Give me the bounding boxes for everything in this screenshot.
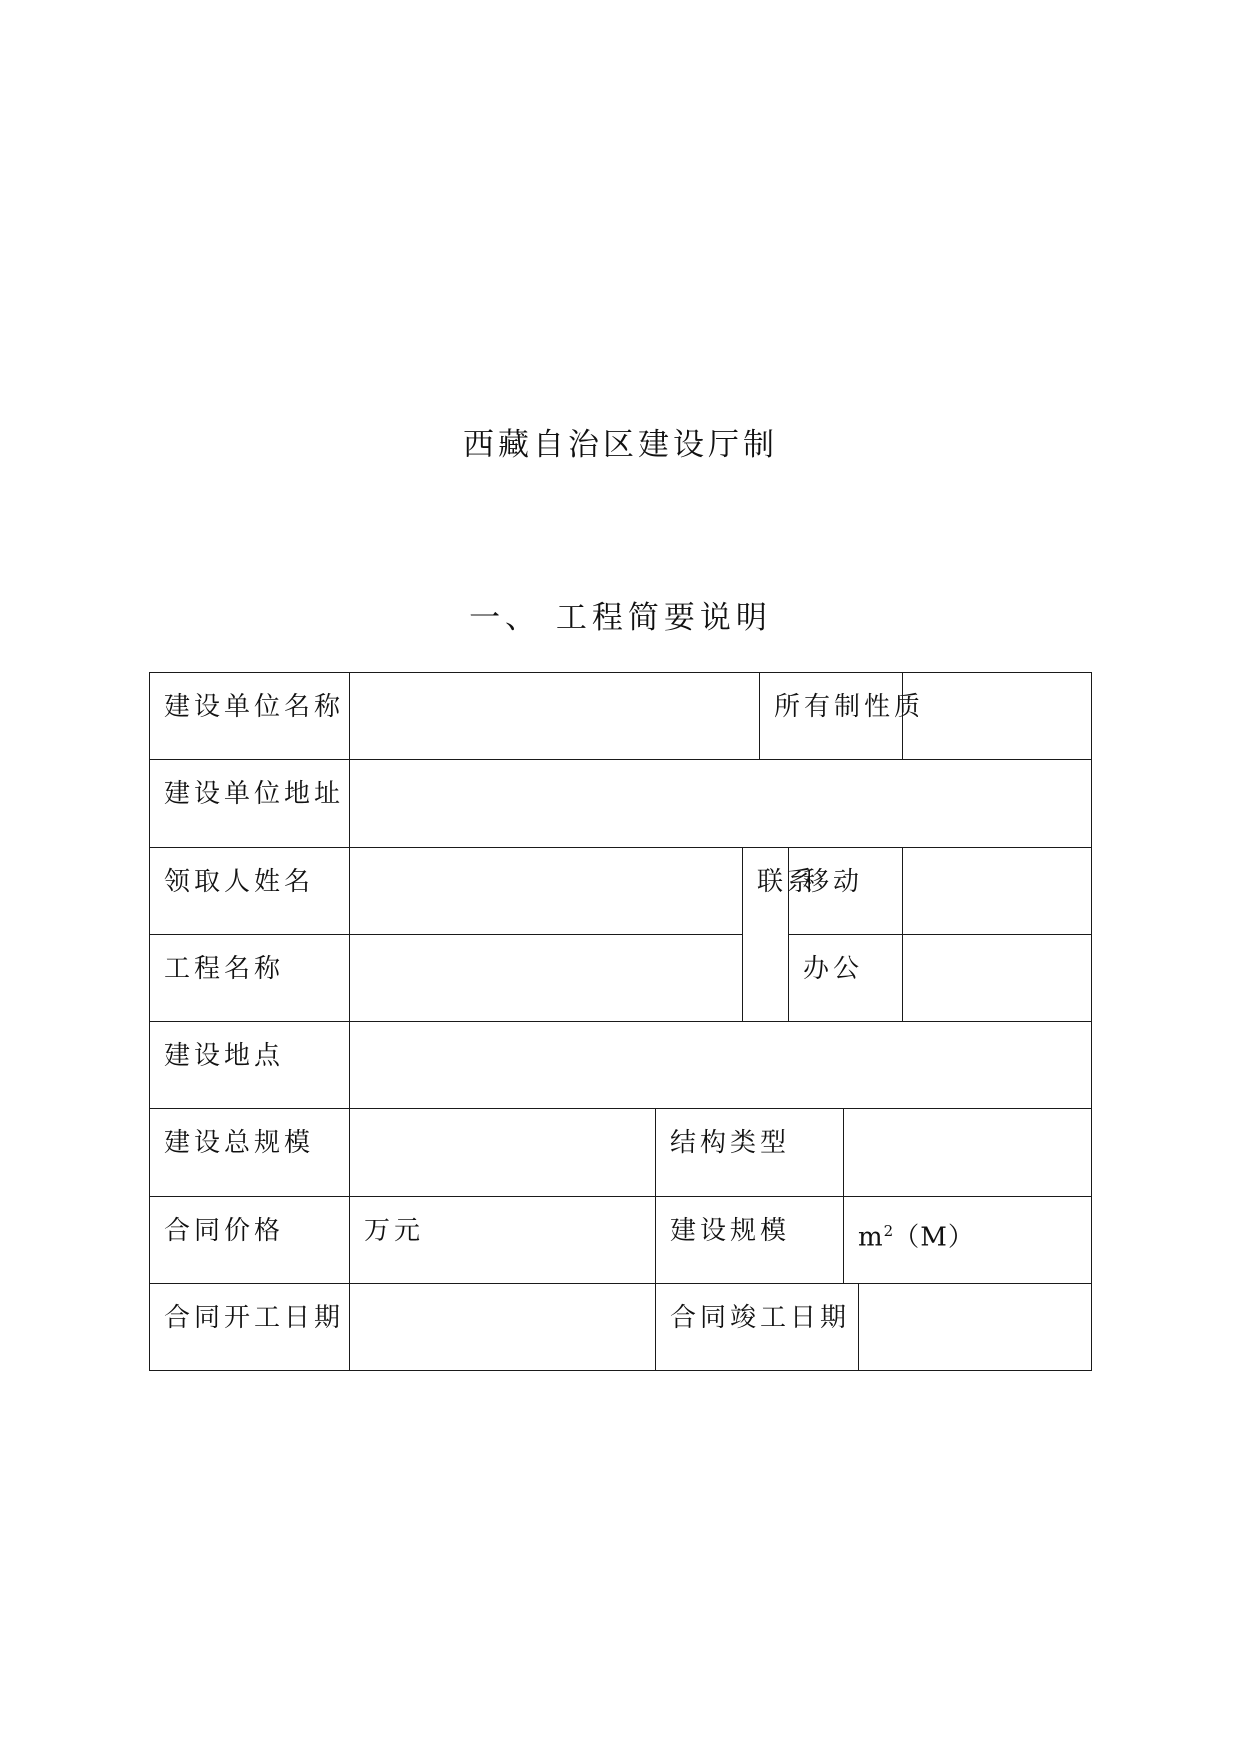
label-total-scale: 建设总规模: [150, 1109, 350, 1196]
label-unit-name: 建设单位名称: [150, 673, 350, 760]
field-end-date[interactable]: [859, 1283, 1092, 1370]
field-office[interactable]: [903, 934, 1092, 1021]
scale-unit-base: m: [858, 1222, 884, 1253]
field-recipient[interactable]: [350, 847, 743, 934]
label-contact: 联系: [743, 847, 789, 1022]
issuer-caption: 西藏自治区建设厅制: [463, 427, 778, 463]
label-scale: 建设规模: [656, 1196, 844, 1283]
label-ownership: 所有制性质: [760, 673, 903, 760]
row-unit-address: [150, 760, 1092, 847]
label-office: 办公: [789, 934, 903, 1021]
row-price: [150, 1196, 1092, 1283]
row-project-name: [150, 934, 1092, 1021]
label-recipient: 领取人姓名: [150, 847, 350, 934]
label-mobile: 移动: [789, 847, 903, 934]
label-end-date: 合同竣工日期: [656, 1283, 859, 1370]
row-location: [150, 1022, 1092, 1109]
scale-unit-suffix: （M）: [893, 1222, 975, 1253]
label-structure: 结构类型: [656, 1109, 844, 1196]
project-summary-table: [149, 672, 1092, 1371]
field-location[interactable]: [350, 1022, 1092, 1109]
field-price[interactable]: [350, 1196, 656, 1283]
label-start-date: 合同开工日期: [150, 1283, 350, 1370]
field-unit-name[interactable]: [350, 673, 760, 760]
label-project-name: 工程名称: [150, 934, 350, 1021]
field-ownership[interactable]: [903, 673, 1092, 760]
row-recipient: [150, 847, 1092, 934]
label-price: 合同价格: [150, 1196, 350, 1283]
field-unit-address[interactable]: [350, 760, 1092, 847]
price-unit: 万元: [364, 1215, 425, 1246]
field-mobile[interactable]: [903, 847, 1092, 934]
field-project-name[interactable]: [350, 934, 743, 1021]
field-start-date[interactable]: [350, 1283, 656, 1370]
field-total-scale[interactable]: [350, 1109, 656, 1196]
row-dates: [150, 1283, 1092, 1370]
row-unit-name: [150, 673, 1092, 760]
field-scale[interactable]: [844, 1196, 1092, 1283]
row-total-scale: [150, 1109, 1092, 1196]
scale-unit-superscript: 2: [883, 1221, 894, 1240]
label-unit-address: 建设单位地址: [150, 760, 350, 847]
section-title: 一、 工程简要说明: [469, 600, 772, 636]
label-location: 建设地点: [150, 1022, 350, 1109]
field-structure[interactable]: [844, 1109, 1092, 1196]
